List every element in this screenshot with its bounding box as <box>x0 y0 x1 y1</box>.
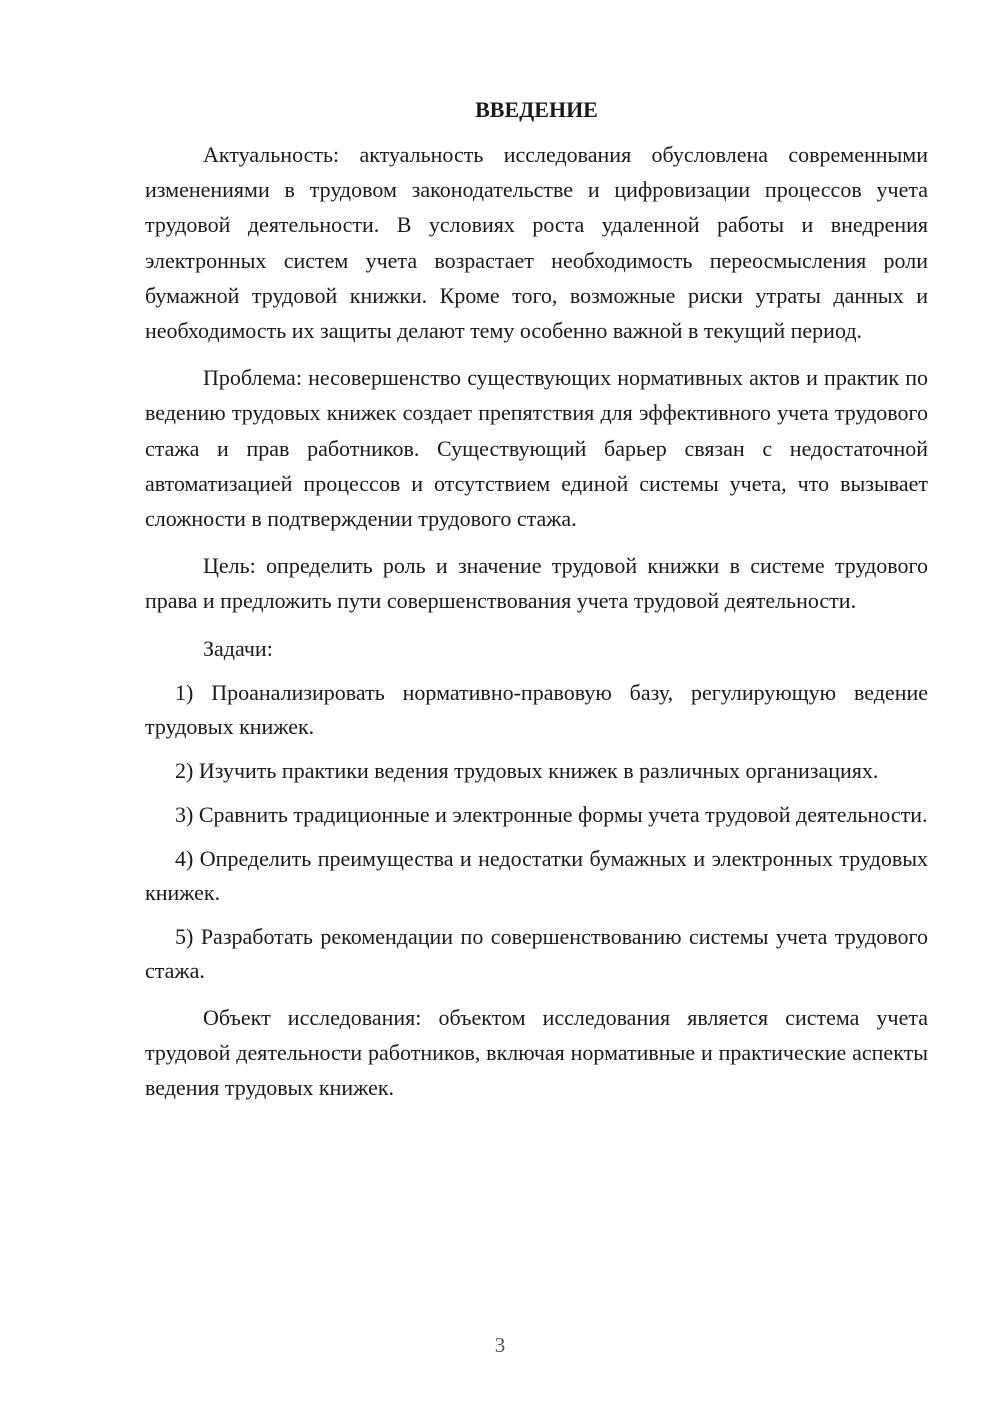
object-paragraph: Объект исследования: объектом исследования является система учета трудовой деятельности работников, включая нормативные и практические аспекты ведения трудовых книжек. <box>145 1004 928 1101</box>
task-item-5: 5) Разработать рекомендации по совершенствованию системы учета трудового стажа. <box>145 923 928 983</box>
tasks-heading: Задачи: <box>203 635 273 661</box>
section-title: ВВЕДЕНИЕ <box>475 97 598 122</box>
task-item-4: 4) Определить преимущества и недостатки бумажных и электронных трудовых книжек. <box>145 845 928 905</box>
page-number: 3 <box>494 1333 506 1357</box>
relevance-paragraph: Актуальность: актуальность исследования обусловлена современными изменениями в трудовом законодательстве и цифровизации процессов учета трудовой деятельности. В условиях роста удаленной работы и внедрения электронных систем учета возрастает необходимость переосмысления роли бумажной трудовой книжки. Кроме того, возможные риски утраты данных и необходимость их защиты делают тему особенно важной в текущий период. <box>145 142 928 344</box>
task-item-2: 2) Изучить практики ведения трудовых книжек в различных организациях. <box>175 757 879 783</box>
problem-paragraph: Проблема: несовершенство существующих нормативных актов и практик по ведению трудовых книжек создает препятствия для эффективного учета трудового стажа и прав работников. Существующий барьер связан с недостаточной автоматизацией процессов и отсутствием единой системы учета, что вызывает сложности в подтверждении трудового стажа. <box>145 365 928 532</box>
task-item-1: 1) Проанализировать нормативно-правовую базу, регулирующую ведение трудовых книжек. <box>145 679 928 739</box>
goal-paragraph: Цель: определить роль и значение трудовой книжки в системе трудового права и предложить пути совершенствования учета трудовой деятельности. <box>145 553 928 614</box>
document-page <box>145 92 928 1105</box>
task-item-3: 3) Сравнить традиционные и электронные формы учета трудовой деятельности. <box>175 801 928 827</box>
